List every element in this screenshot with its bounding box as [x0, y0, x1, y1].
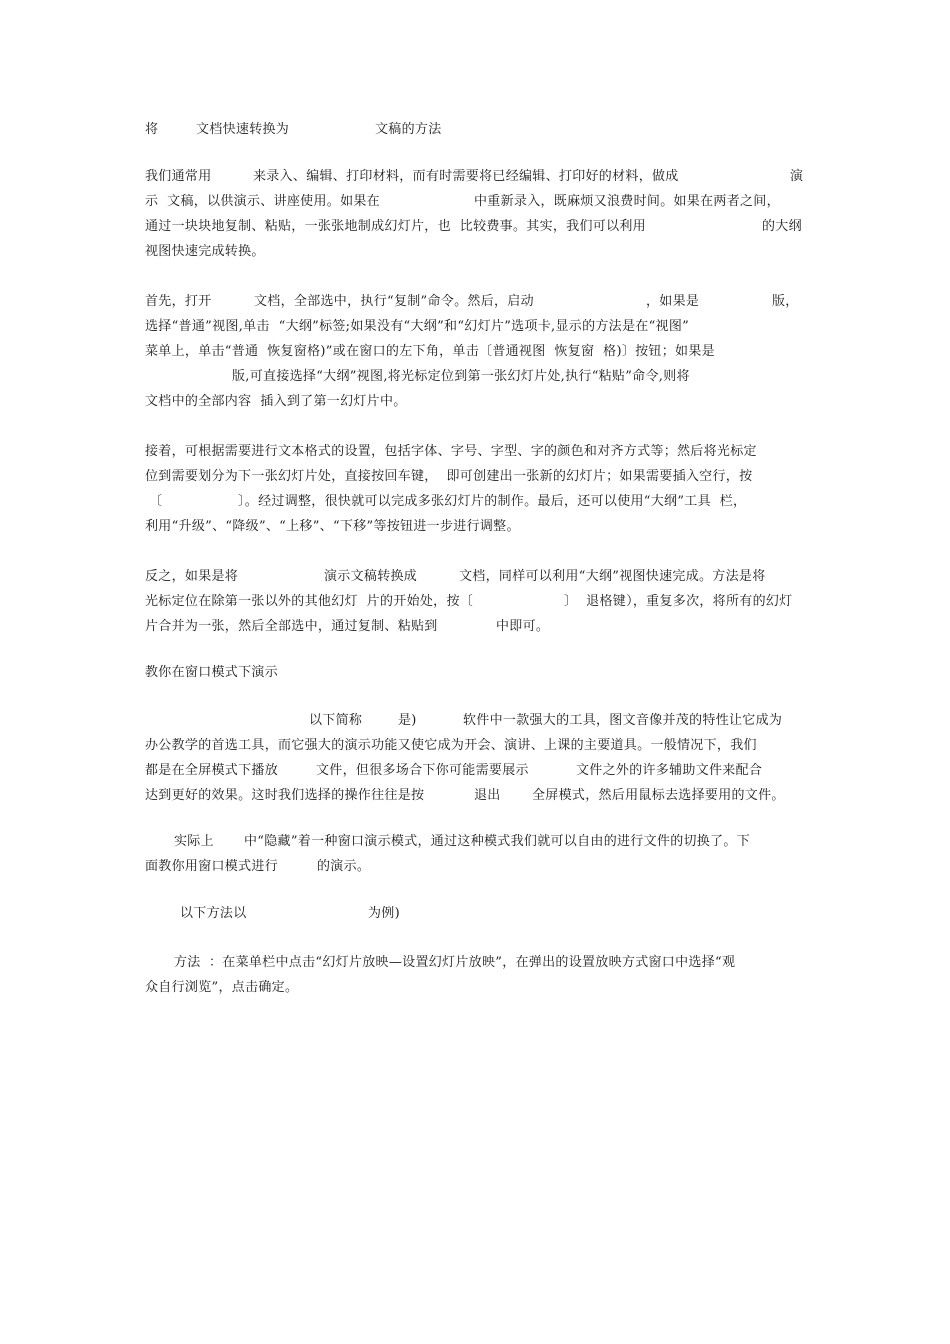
- p2-line1-c: ，如果是: [646, 294, 700, 309]
- p5-line1-b: 是): [398, 713, 417, 728]
- p5-line4-a: 达到更好的效果。这时我们选择的操作往往是按: [145, 788, 425, 803]
- p5-line3-b: 文件，但很多场合下你可能需要展示: [316, 763, 529, 778]
- p5-line4-c: 全屏模式，然后用鼠标去选择要用的文件。: [532, 788, 785, 803]
- p1-line3-b: 的大纲: [762, 219, 802, 234]
- p3-line4: 利用“升级”、“降级”、“上移”、“下移”等按钮进一步进行调整。: [145, 519, 520, 534]
- p2-line1-b: 文档，全部选中，执行“复制”命令。然后，启动: [254, 294, 534, 309]
- p4-line2-a: 光标定位在除第一张以外的其他幻灯 片的开始处，按〔: [145, 594, 474, 609]
- p1-line2-a: 示 文稿，以供演示、讲座使用。如果在: [145, 194, 380, 209]
- p5-line1-c: 软件中一款强大的工具，图文音像并茂的特性让它成为: [463, 713, 783, 728]
- p6-line2-b: 的演示。: [317, 859, 371, 874]
- p6-line2-a: 面教你用窗口模式进行: [145, 859, 279, 874]
- p5-line4-b: 退出: [474, 788, 501, 803]
- p7-part-b: 为例): [368, 906, 400, 921]
- p4-line1-a: 反之，如果是将: [145, 569, 239, 584]
- p4-line3-b: 中即可。: [496, 619, 550, 634]
- p1-line2-b: 中重新录入，既麻烦又浪费时间。如果在两者之间，: [474, 194, 780, 209]
- p6-line1-a: 实际上: [174, 834, 214, 849]
- p5-line1-a: 以下简称: [309, 713, 363, 728]
- p8-line2: 众自行浏览”，点击确定。: [145, 980, 299, 995]
- p1-line1-a: 我们通常用: [145, 169, 212, 184]
- p1-line1-b: 来录入、编辑、打印材料，而有时需要将已经编辑、打印好的材料，做成: [253, 169, 679, 184]
- p4-line1-c: 文档，同样可以利用“大纲”视图快速完成。方法是将: [459, 569, 766, 584]
- p8-line1-b: ：在菜单栏中点击“幻灯片放映—设置幻灯片放映”，在弹出的设置放映方式窗口中选择“观: [209, 955, 736, 970]
- p6-line1-b: 中“隐藏”着一种窗口演示模式，通过这种模式我们就可以自由的进行文件的切换了。下: [244, 834, 750, 849]
- p3-line3-a: 〔: [149, 494, 163, 509]
- title-part-3: 文稿的方法: [375, 122, 442, 137]
- p2-line2: 选择“普通”视图,单击 “大纲”标签;如果没有“大纲”和“幻灯片”选项卡,显示的方法是在“视图”: [145, 319, 690, 334]
- p1-line1-c: 演: [790, 169, 804, 184]
- p3-line2: 位到需要划分为下一张幻灯片处，直接按回车键， 即可创建出一张新的幻灯片；如果需要插入空行，按: [145, 469, 753, 484]
- p5-line2: 办公教学的首选工具，而它强大的演示功能又使它成为开会、演讲、上课的主要道具。一般情况下，我们: [145, 738, 757, 753]
- p2-line4: 版,可直接选择“大纲”视图,将光标定位到第一张幻灯片处,执行“粘贴”命令,则将: [232, 369, 690, 384]
- p4-line3-a: 片合并为一张，然后全部选中，通过复制、粘贴到: [145, 619, 438, 634]
- p1-line3: 通过一块块地复制、粘贴，一张张地制成幻灯片，也 比较费事。其实，我们可以利用: [145, 219, 646, 234]
- p5-line3-c: 文件之外的许多辅助文件来配合: [576, 763, 763, 778]
- p4-line1-b: 演示文稿转换成: [324, 569, 418, 584]
- p5-line3-a: 都是在全屏模式下播放: [145, 763, 279, 778]
- p8-line1-a: 方法: [174, 955, 201, 970]
- p4-line2-b: 〕 退格键），重复多次，将所有的幻灯: [564, 594, 793, 609]
- p1-line4: 视图快速完成转换。: [145, 244, 265, 259]
- p2-line5: 文档中的全部内容 插入到了第一幻灯片中。: [145, 394, 407, 409]
- p7-part-a: 以下方法以: [180, 906, 247, 921]
- p2-line1-a: 首先，打开: [145, 294, 212, 309]
- p2-line1-d: 版，: [772, 294, 799, 309]
- title-part-2: 文档快速转换为: [196, 122, 290, 137]
- p3-line3-b: 〕。经过调整，很快就可以完成多张幻灯片的制作。最后，还可以使用“大纲”工具 栏，: [238, 494, 747, 509]
- p2-line3: 菜单上，单击“普通 恢复窗格)”或在窗口的左下角，单击〔普通视图 恢复窗 格)〕按钮；如果是: [145, 344, 715, 359]
- section-heading: 教你在窗口模式下演示: [145, 665, 279, 680]
- title-part-1: 将: [145, 122, 159, 137]
- p3-line1: 接着，可根据需要进行文本格式的设置，包括字体、字号、字型、字的颜色和对齐方式等；然后将光标定: [145, 444, 757, 459]
